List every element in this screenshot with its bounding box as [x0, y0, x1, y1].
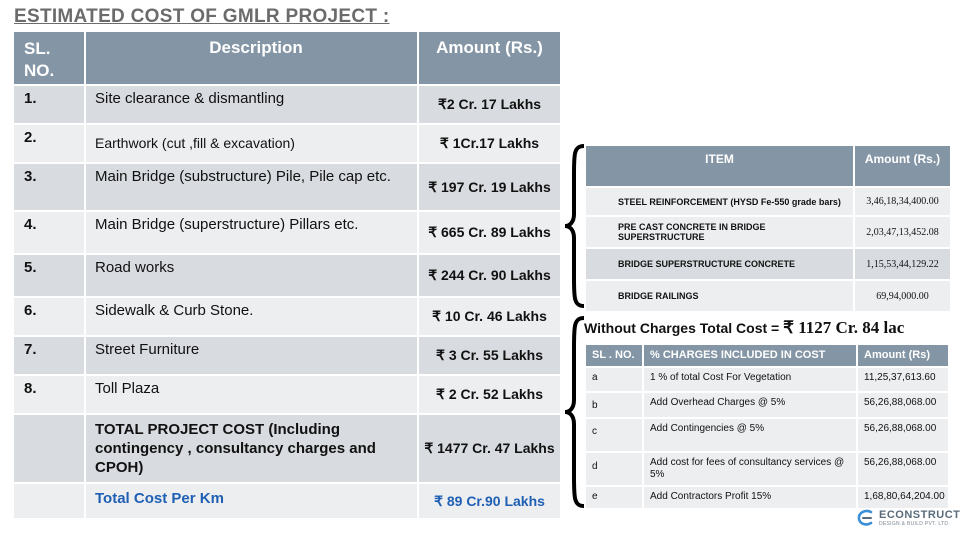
table-row: [14, 255, 562, 298]
without-charges-label: Without Charges Total Cost =: [584, 320, 784, 336]
item-name: BRIDGE SUPERSTRUCTURE CONCRETE: [586, 249, 855, 279]
charge-sl: e: [586, 487, 644, 508]
row-sl: 8.: [14, 376, 86, 413]
row-amount: ₹ 3 Cr. 55 Lakhs: [419, 337, 562, 374]
header-item-amount: Amount (Rs.): [864, 152, 941, 166]
item-amount: 1,15,53,44,129.22: [866, 258, 939, 270]
table-row: [586, 368, 950, 393]
charge-description: Add cost for fees of consultancy services @ 5%: [644, 453, 858, 485]
without-charges-total: [584, 318, 904, 338]
table-row: [586, 188, 950, 217]
main-cost-table: [14, 32, 562, 520]
row-sl: 3.: [14, 164, 86, 210]
charge-amount: 56,26,88,068.00: [858, 393, 950, 417]
header-item: ITEM: [586, 146, 855, 186]
table-row: [14, 125, 562, 164]
row-description: Main Bridge (substructure) Pile, Pile cap etc.: [86, 164, 419, 210]
row-description: Road works: [86, 255, 419, 296]
charge-sl: b: [586, 393, 644, 417]
company-logo: [856, 508, 960, 528]
total-project-cost-amount: ₹ 1477 Cr. 47 Lakhs: [419, 415, 562, 482]
row-sl: 4.: [14, 212, 86, 253]
table-row: [14, 86, 562, 125]
row-sl-empty: [14, 484, 86, 518]
cost-per-km-row: [14, 484, 562, 520]
item-name: BRIDGE RAILINGS: [586, 281, 855, 311]
charge-description: 1 % of total Cost For Vegetation: [644, 368, 858, 391]
without-charges-value: ₹ 1127 Cr. 84 lac: [783, 318, 905, 337]
row-description: Sidewalk & Curb Stone.: [86, 298, 419, 335]
header-sl-no: SL. NO.: [14, 32, 86, 84]
header-description: Description: [86, 32, 419, 84]
brace-lower: [562, 316, 588, 508]
row-amount: ₹ 665 Cr. 89 Lakhs: [419, 212, 562, 253]
row-sl-empty: [14, 415, 86, 482]
row-amount: ₹ 197 Cr. 19 Lakhs: [419, 164, 562, 210]
charge-amount: 11,25,37,613.60: [858, 368, 950, 391]
item-name: PRE CAST CONCRETE IN BRIDGE SUPERSTRUCTURE: [586, 217, 855, 247]
cost-per-km-label: Total Cost Per Km: [86, 484, 419, 518]
total-project-cost-row: [14, 415, 562, 484]
charge-amount: 1,68,80,64,204.00: [858, 487, 950, 508]
charge-amount: 56,26,88,068.00: [858, 453, 950, 485]
table-row: [14, 376, 562, 415]
header-charges-amount: Amount (Rs): [858, 345, 950, 366]
table-row: [586, 217, 950, 249]
row-description: Toll Plaza: [86, 376, 419, 413]
table-row: [586, 419, 950, 453]
econstruct-logo-icon: [856, 508, 876, 528]
row-amount: ₹ 244 Cr. 90 Lakhs: [419, 255, 562, 296]
row-sl: 7.: [14, 337, 86, 374]
charge-sl: a: [586, 368, 644, 391]
charge-description: Add Overhead Charges @ 5%: [644, 393, 858, 417]
row-sl: 2.: [14, 125, 86, 162]
header-amount: Amount (Rs.): [419, 32, 562, 84]
row-sl: 5.: [14, 255, 86, 296]
table-row: [586, 281, 950, 313]
charge-sl: c: [586, 419, 644, 451]
table-row: [586, 487, 950, 510]
row-sl: 1.: [14, 86, 86, 123]
item-table: [586, 146, 950, 313]
item-amount: 2,03,47,13,452.08: [866, 226, 939, 238]
row-description: Street Furniture: [86, 337, 419, 374]
table-row: [586, 393, 950, 419]
cost-per-km-amount: ₹ 89 Cr.90 Lakhs: [419, 484, 562, 518]
row-amount: ₹ 1Cr.17 Lakhs: [419, 125, 562, 162]
item-table-header: [586, 146, 950, 188]
row-amount: ₹ 10 Cr. 46 Lakhs: [419, 298, 562, 335]
row-sl: 6.: [14, 298, 86, 335]
item-name: STEEL REINFORCEMENT (HYSD Fe-550 grade bars): [586, 188, 855, 215]
row-amount: ₹2 Cr. 17 Lakhs: [419, 86, 562, 123]
main-table-header: [14, 32, 562, 86]
table-row: [586, 453, 950, 487]
header-charges: % CHARGES INCLUDED IN COST: [644, 345, 858, 366]
charge-description: Add Contractors Profit 15%: [644, 487, 858, 508]
table-row: [14, 212, 562, 255]
table-row: [14, 164, 562, 212]
row-amount: ₹ 2 Cr. 52 Lakhs: [419, 376, 562, 413]
logo-name: ECONSTRUCT: [879, 509, 960, 521]
table-row: [14, 337, 562, 376]
item-amount: 3,46,18,34,400.00: [866, 196, 939, 207]
total-project-cost-label: TOTAL PROJECT COST (Including contingency , consultancy charges and CPOH): [86, 415, 419, 482]
item-amount: 69,94,000.00: [876, 290, 929, 302]
charge-amount: 56,26,88,068.00: [858, 419, 950, 451]
row-description: Main Bridge (superstructure) Pillars etc.: [86, 212, 419, 253]
row-description: Site clearance & dismantling: [86, 86, 419, 123]
logo-tagline: DESIGN & BUILD PVT. LTD.: [879, 521, 951, 527]
charge-description: Add Contingencies @ 5%: [644, 419, 858, 451]
table-row: [586, 249, 950, 281]
charge-sl: d: [586, 453, 644, 485]
header-charges-sl: SL . NO.: [586, 345, 644, 366]
brace-upper: [562, 144, 588, 308]
charges-table: [586, 345, 950, 510]
charges-table-header: [586, 345, 950, 368]
row-description: Earthwork (cut ,fill & excavation): [86, 125, 419, 162]
table-row: [14, 298, 562, 337]
page-title: ESTIMATED COST OF GMLR PROJECT :: [14, 6, 390, 27]
